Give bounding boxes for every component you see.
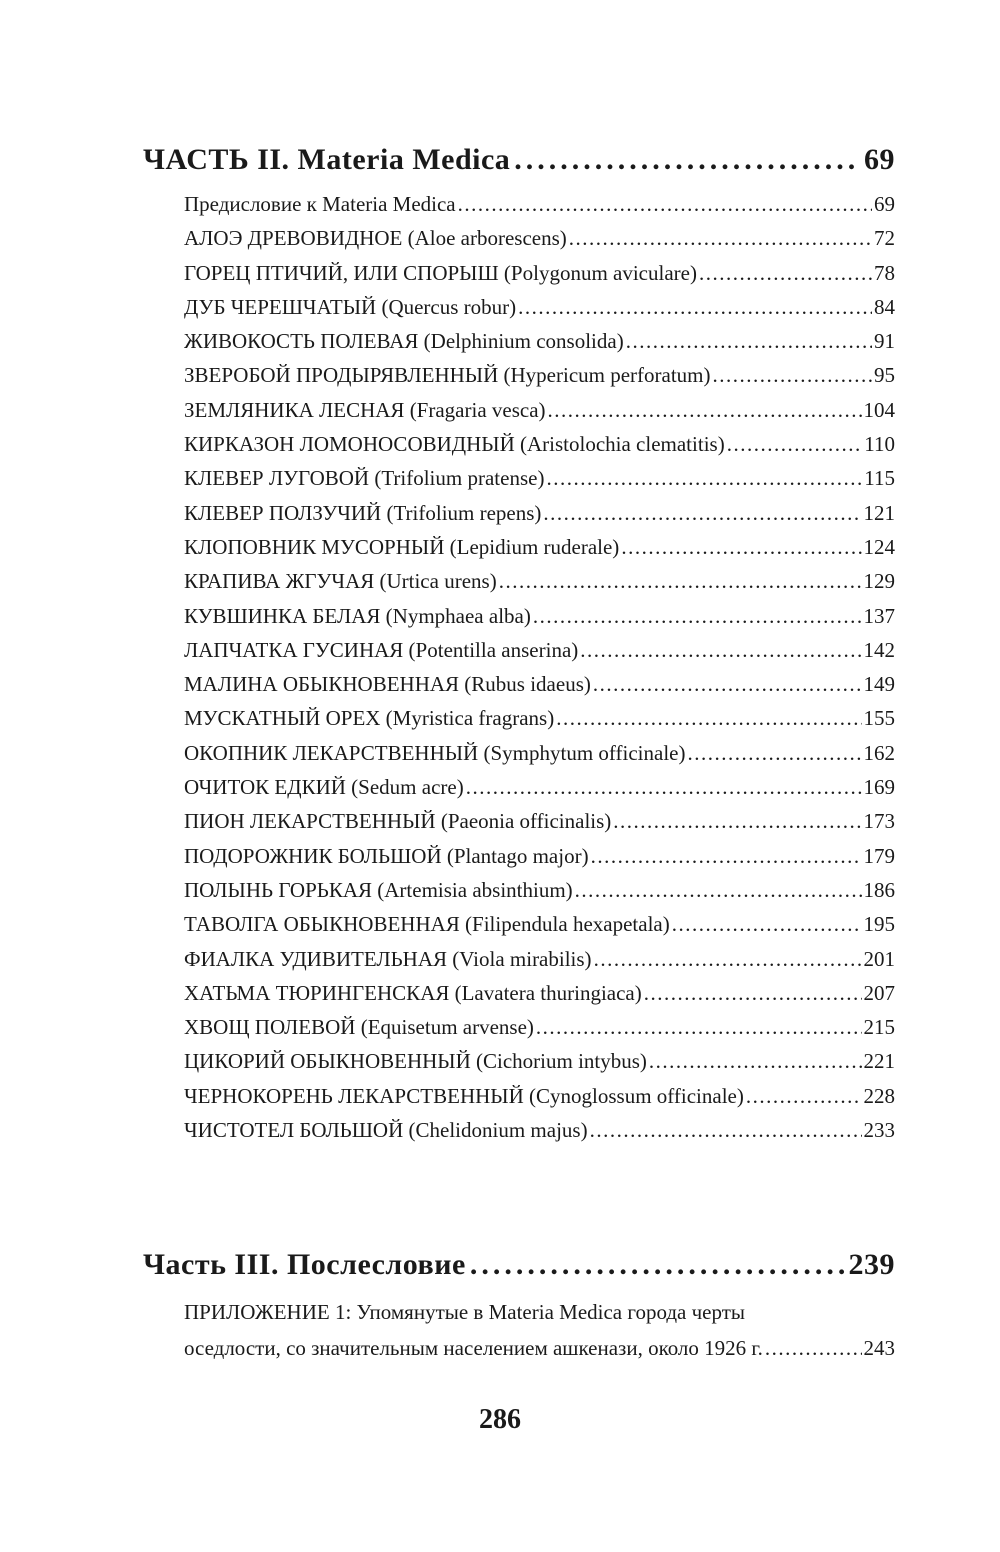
entry-title: ХАТЬМА ТЮРИНГЕНСКАЯ (Lavatera thuringiaca) bbox=[184, 980, 642, 1005]
appendix-title-line-2 bbox=[184, 1336, 895, 1372]
appendix-title-line-1: ПРИЛОЖЕНИЕ 1: Упомянутые в Materia Medica города черты bbox=[184, 1300, 746, 1324]
entry-page-number: 137 bbox=[863, 603, 895, 628]
entry-title: ДУБ ЧЕРЕШЧАТЫЙ (Quercus robur) bbox=[184, 294, 517, 319]
dot-leader bbox=[556, 706, 861, 731]
entry-title: ТАВОЛГА ОБЫКНОВЕННАЯ (Filipendula hexapetala) bbox=[184, 912, 670, 937]
entry-title: МУСКАТНЫЙ ОРЕХ (Myristica fragrans) bbox=[184, 706, 555, 731]
dot-leader bbox=[699, 261, 872, 286]
entry-page-number: 129 bbox=[863, 569, 895, 594]
dot-leader bbox=[591, 844, 862, 869]
entry-page-number: 91 bbox=[874, 329, 895, 354]
toc-entry bbox=[184, 1118, 895, 1152]
entry-title: ПИОН ЛЕКАРСТВЕННЫЙ (Paeonia officinalis) bbox=[184, 809, 612, 834]
entry-title: Предисловие к Materia Medica bbox=[184, 192, 456, 216]
dot-leader bbox=[514, 143, 860, 177]
entry-page-number: 179 bbox=[863, 843, 895, 868]
page-number: 286 bbox=[479, 1404, 521, 1435]
entry-page-number: 110 bbox=[864, 432, 895, 457]
toc-entry bbox=[184, 501, 895, 535]
dot-leader bbox=[727, 432, 863, 457]
dot-leader bbox=[687, 741, 861, 766]
toc-entry bbox=[184, 947, 895, 981]
entry-page-number: 72 bbox=[874, 226, 895, 251]
entry-title: ОЧИТОК ЕДКИЙ (Sedum acre) bbox=[184, 775, 464, 800]
dot-leader bbox=[546, 466, 862, 491]
entry-title: ФИАЛКА УДИВИТЕЛЬНАЯ (Viola mirabilis) bbox=[184, 946, 592, 971]
entry-title: КУВШИНКА БЕЛАЯ (Nymphaea alba) bbox=[184, 603, 531, 628]
dot-leader bbox=[466, 775, 862, 800]
toc-entry bbox=[184, 192, 895, 226]
dot-leader bbox=[713, 363, 872, 388]
toc-entry bbox=[184, 741, 895, 775]
toc-entry bbox=[184, 1084, 895, 1118]
entry-title: КИРКАЗОН ЛОМОНОСОВИДНЫЙ (Aristolochia clematitis) bbox=[184, 432, 725, 457]
entry-page-number: 186 bbox=[863, 877, 895, 902]
toc-entry bbox=[184, 775, 895, 809]
toc-entry bbox=[184, 638, 895, 672]
toc-entry bbox=[184, 329, 895, 363]
toc-entry bbox=[184, 226, 895, 260]
toc-entry bbox=[184, 1015, 895, 1049]
entry-page-number: 173 bbox=[863, 809, 895, 834]
section-title: ЧАСТЬ II. Materia Medica bbox=[143, 143, 511, 176]
dot-leader bbox=[644, 981, 862, 1006]
dot-leader bbox=[575, 878, 862, 903]
entry-page-number: 201 bbox=[863, 946, 895, 971]
dot-leader bbox=[672, 912, 862, 937]
dot-leader bbox=[533, 604, 862, 629]
dot-leader bbox=[590, 1118, 862, 1143]
dot-leader bbox=[548, 398, 862, 423]
entry-title: ЗЕМЛЯНИКА ЛЕСНАЯ (Fragaria vesca) bbox=[184, 397, 546, 422]
toc-section-part-2 bbox=[143, 143, 895, 177]
entry-title: ГОРЕЦ ПТИЧИЙ, ИЛИ СПОРЫШ (Polygonum aviculare) bbox=[184, 260, 697, 285]
entry-title: КЛОПОВНИК МУСОРНЫЙ (Lepidium ruderale) bbox=[184, 534, 620, 559]
dot-leader bbox=[613, 809, 861, 834]
section-page-number: 69 bbox=[864, 143, 895, 176]
toc-entry bbox=[184, 981, 895, 1015]
entry-title: ОКОПНИК ЛЕКАРСТВЕННЫЙ (Symphytum officinale) bbox=[184, 740, 686, 765]
entry-page-number: 162 bbox=[863, 740, 895, 765]
entry-title: ЦИКОРИЙ ОБЫКНОВЕННЫЙ (Cichorium intybus) bbox=[184, 1049, 647, 1074]
appendix-title-continued: оседлости, со значительным населением ашкенази, около 1926 г. bbox=[184, 1336, 763, 1360]
entry-title: ЛАПЧАТКА ГУСИНАЯ (Potentilla anserina) bbox=[184, 637, 579, 662]
dot-leader bbox=[746, 1084, 862, 1109]
entry-page-number: 169 bbox=[863, 775, 895, 800]
toc-entry bbox=[184, 844, 895, 878]
toc-entries-part-2 bbox=[184, 192, 895, 1152]
toc-entry bbox=[184, 398, 895, 432]
dot-leader bbox=[499, 569, 862, 594]
entry-page-number: 155 bbox=[863, 706, 895, 731]
dot-leader bbox=[470, 1248, 845, 1282]
entry-page-number: 95 bbox=[874, 363, 895, 388]
entry-page-number: 69 bbox=[874, 192, 895, 216]
dot-leader bbox=[765, 1336, 862, 1361]
entry-title: ЧИСТОТЕЛ БОЛЬШОЙ (Chelidonium majus) bbox=[184, 1118, 588, 1143]
entry-title: МАЛИНА ОБЫКНОВЕННАЯ (Rubus idaeus) bbox=[184, 672, 591, 697]
dot-leader bbox=[594, 947, 862, 972]
entry-page-number: 215 bbox=[863, 1015, 895, 1040]
entry-page-number: 115 bbox=[864, 466, 895, 491]
dot-leader bbox=[458, 192, 872, 217]
toc-entry bbox=[184, 569, 895, 603]
dot-leader bbox=[536, 1015, 862, 1040]
entry-page-number: 228 bbox=[863, 1083, 895, 1108]
dot-leader bbox=[518, 295, 872, 320]
entry-title: ЧЕРНОКОРЕНЬ ЛЕКАРСТВЕННЫЙ (Cynoglossum officinale) bbox=[184, 1083, 744, 1108]
entry-title: ХВОЩ ПОЛЕВОЙ (Equisetum arvense) bbox=[184, 1015, 534, 1040]
toc-entry bbox=[184, 363, 895, 397]
dot-leader bbox=[626, 329, 872, 354]
toc-entry bbox=[184, 535, 895, 569]
toc-entry-appendix bbox=[184, 1300, 895, 1372]
entry-page-number: 243 bbox=[863, 1336, 895, 1360]
dot-leader bbox=[621, 535, 861, 560]
toc-entry bbox=[184, 912, 895, 946]
dot-leader bbox=[649, 1049, 862, 1074]
entry-page-number: 207 bbox=[863, 980, 895, 1005]
entry-title: КЛЕВЕР ЛУГОВОЙ (Trifolium pratense) bbox=[184, 466, 545, 491]
entry-page-number: 221 bbox=[863, 1049, 895, 1074]
toc-entry bbox=[184, 706, 895, 740]
toc-entry bbox=[184, 672, 895, 706]
toc-entry bbox=[184, 878, 895, 912]
entry-page-number: 142 bbox=[863, 637, 895, 662]
entry-page-number: 104 bbox=[863, 397, 895, 422]
entry-title: КЛЕВЕР ПОЛЗУЧИЙ (Trifolium repens) bbox=[184, 500, 542, 525]
entry-title: ПОЛЫНЬ ГОРЬКАЯ (Artemisia absinthium) bbox=[184, 877, 573, 902]
dot-leader bbox=[580, 638, 861, 663]
entry-title: ЖИВОКОСТЬ ПОЛЕВАЯ (Delphinium consolida) bbox=[184, 329, 624, 354]
dot-leader bbox=[593, 672, 862, 697]
entry-page-number: 233 bbox=[863, 1118, 895, 1143]
dot-leader bbox=[569, 226, 872, 251]
toc-entry bbox=[184, 604, 895, 638]
section-title: Часть III. Послесловие bbox=[143, 1248, 466, 1281]
toc-entry bbox=[184, 261, 895, 295]
toc-entry bbox=[184, 432, 895, 466]
toc-entry bbox=[184, 809, 895, 843]
toc-section-part-3 bbox=[143, 1248, 895, 1282]
entry-page-number: 78 bbox=[874, 260, 895, 285]
section-page-number: 239 bbox=[848, 1248, 895, 1281]
entry-page-number: 149 bbox=[863, 672, 895, 697]
toc-entry bbox=[184, 1049, 895, 1083]
toc-entry bbox=[184, 466, 895, 500]
entry-page-number: 124 bbox=[863, 534, 895, 559]
entry-title: ЗВЕРОБОЙ ПРОДЫРЯВЛЕННЫЙ (Hypericum perforatum) bbox=[184, 363, 711, 388]
entry-page-number: 121 bbox=[863, 500, 895, 525]
toc-entry bbox=[184, 295, 895, 329]
entry-page-number: 195 bbox=[863, 912, 895, 937]
dot-leader bbox=[543, 501, 861, 526]
entry-title: КРАПИВА ЖГУЧАЯ (Urtica urens) bbox=[184, 569, 497, 594]
entry-title: АЛОЭ ДРЕВОВИДНОЕ (Aloe arborescens) bbox=[184, 226, 567, 251]
entry-page-number: 84 bbox=[874, 294, 895, 319]
entry-title: ПОДОРОЖНИК БОЛЬШОЙ (Plantago major) bbox=[184, 843, 589, 868]
